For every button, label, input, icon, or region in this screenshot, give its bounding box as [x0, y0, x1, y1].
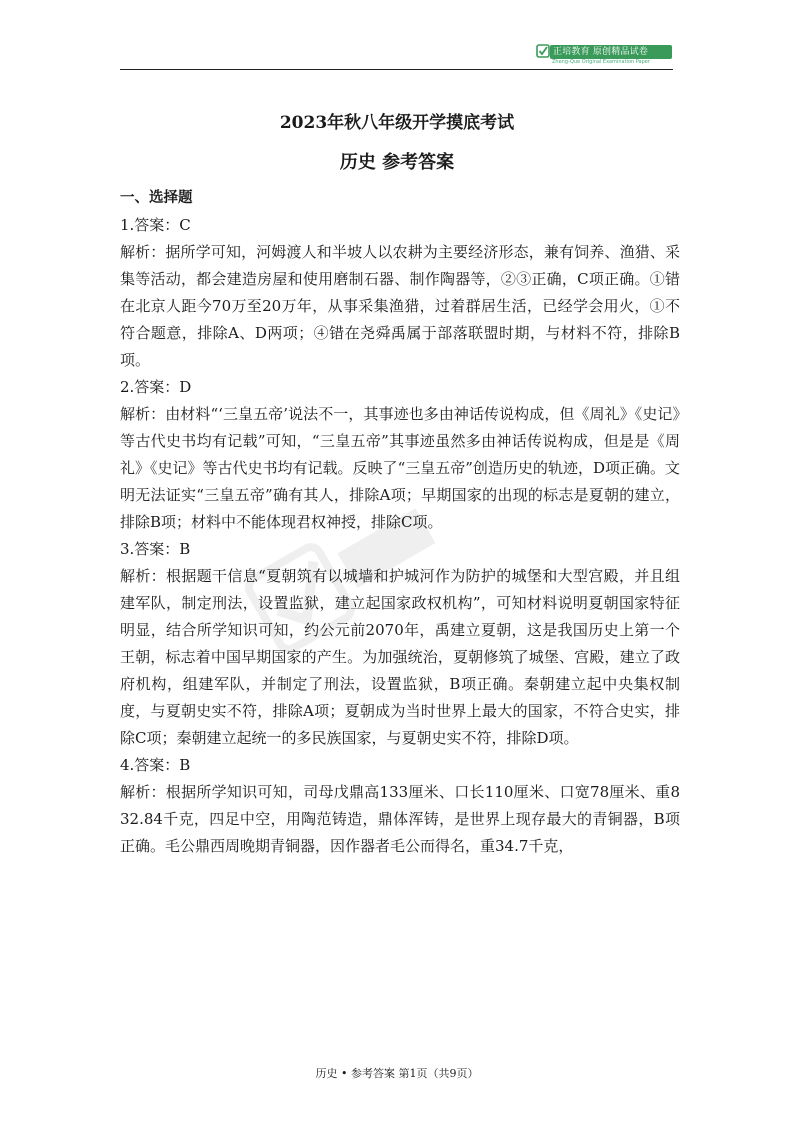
page-footer: 历史 • 参考答案 第1页（共9页）	[315, 1067, 479, 1080]
checkmark-icon	[536, 43, 550, 59]
analysis-paragraph: 解析：根据所学知识可知，司母戊鼎高133厘米、口长110厘米、口宽78厘米、重832.84千克，四足中空，用陶范铸造，鼎体浑铸，是世界上现存最大的青铜器，B项正确。毛公鼎西周晚期青铜器，因作器者毛公而得名，重34.7千克，	[120, 783, 680, 855]
brand-logo	[536, 43, 673, 67]
analysis-paragraph: 解析：由材料“‘三皇五帝’说法不一，其事迹也多由神话传说构成，但《周礼》《史记》等古代史书均有记载”可知，“三皇五帝”其事迹虽然多由神话传说构成，但是是《周礼》《史记》等古代史书均有记载。反映了“三皇五帝”创造历史的轨迹，D项正确。文明无法证实“三皇五帝”确有其人，排除A项；早期国家的出现的标志是夏朝的建立，排除B项；材料中不能体现君权神授，排除C项。	[120, 405, 680, 531]
analysis-paragraph: 解析：根据题干信息“夏朝筑有以城墙和护城河作为防护的城堡和大型宫殿，并且组建军队，制定刑法，设置监狱，建立起国家政权机构”，可知材料说明夏朝国家特征明显，结合所学知识可知，约公元前2070年，禹建立夏朝，这是我国历史上第一个王朝，标志着中国早期国家的产生。为加强统治，夏朝修筑了城堡、宫殿，建立了政府机构，组建军队，并制定了刑法，设置监狱，B项正确。秦朝建立起中央集权制度，与夏朝史实不符，排除A项；夏朝成为当时世界上最大的国家，不符合史实，排除C项；秦朝建立起统一的多民族国家，与夏朝史实不符，排除D项。	[120, 567, 680, 747]
logo-text: 正培教育 原创精品试卷	[553, 47, 649, 57]
answer-line: 3.答案：B	[120, 540, 191, 558]
answer-line: 2.答案：D	[120, 378, 192, 396]
section-heading: 一、选择题	[120, 190, 193, 206]
answer-line: 4.答案：B	[120, 756, 191, 774]
answer-line: 1.答案：C	[120, 216, 191, 234]
analysis-paragraph: 解析：据所学可知，河姆渡人和半坡人以农耕为主要经济形态，兼有饲养、渔猎、采集等活动，都会建造房屋和使用磨制石器、制作陶器等，②③正确，C项正确。①错在北京人距今70万至20万年，从事采集渔猎，过着群居生活，已经学会用火，①不符合题意，排除A、D两项；④错在尧舜禹属于部落联盟时期，与材料不符，排除B项。	[120, 243, 680, 369]
document-title: 2023年秋八年级开学摸底考试	[279, 113, 515, 133]
logo-subtext: Zheng-Que Original Examination Paper	[552, 59, 650, 65]
header-divider	[120, 69, 673, 70]
answer-content	[120, 185, 680, 860]
document-subtitle: 历史 参考答案	[339, 152, 455, 173]
